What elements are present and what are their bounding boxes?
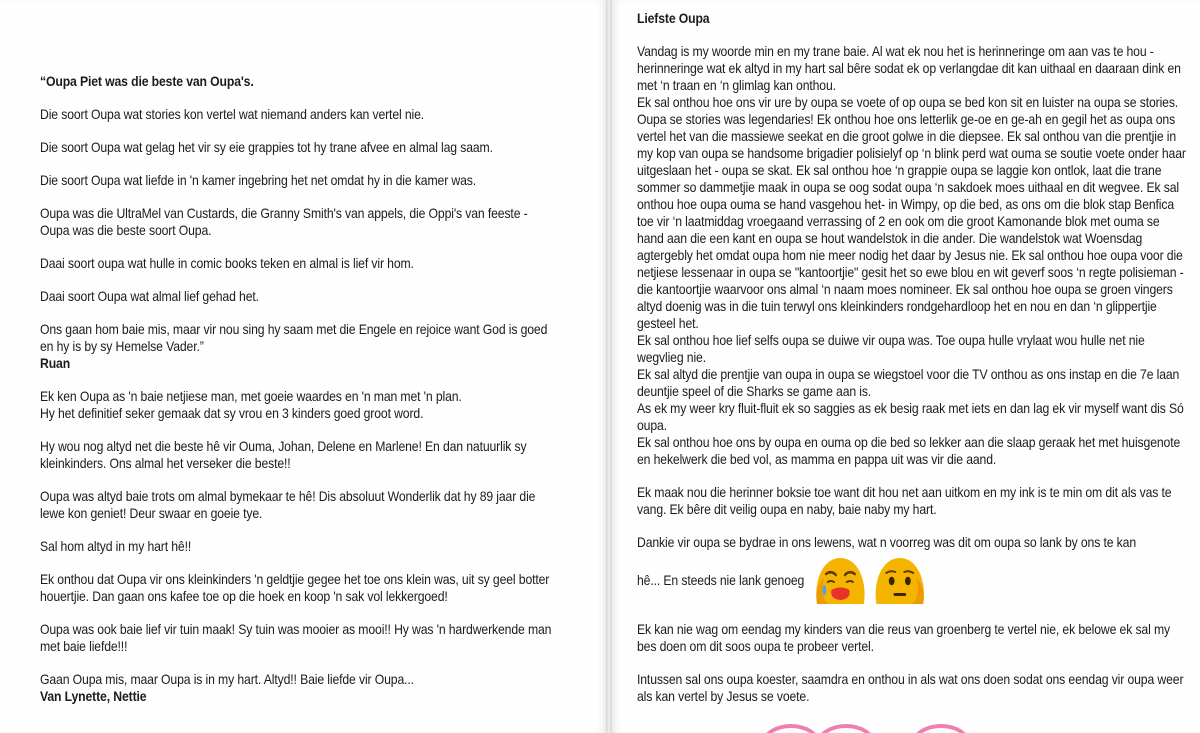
left-paragraph: Die soort Oupa wat stories kon vertel wat niemand anders kan vertel nie. bbox=[40, 107, 425, 122]
right-page bbox=[612, 0, 1200, 733]
left-paragraph: Daai soort Oupa wat almal lief gehad het. bbox=[40, 289, 259, 304]
emoji-line-text: hê... En steeds nie lank genoeg bbox=[637, 572, 805, 588]
left-heading: “Oupa Piet was die beste van Oupa's. bbox=[40, 74, 254, 89]
left-paragraph: Die soort Oupa wat liefde in 'n kamer ingebring het net omdat hy in die kamer was. bbox=[40, 173, 477, 188]
left-paragraph: Daai soort oupa wat hulle in comic books teken en almal is lief vir hom. bbox=[40, 256, 414, 271]
pink-heart-decoration-icon bbox=[912, 724, 970, 733]
left-paragraph: Oupa was die UltraMel van Custards, die Granny Smith's van appels, die Oppi's van feeste - Oupa was die beste soort Oupa. bbox=[40, 206, 528, 238]
left-paragraph: Oupa was ook baie lief vir tuin maak! Sy tuin was mooier as mooi!! Hy was 'n hardwerkende man met baie liefde!!! bbox=[40, 622, 552, 654]
left-paragraph: Ons gaan hom baie mis, maar vir nou sing hy saam met die Engele en rejoice want God is goed en hy is by sy Hemelse Vader.” bbox=[40, 322, 548, 354]
signature-lynette-nettie: Van Lynette, Nettie bbox=[40, 689, 147, 704]
thanks-paragraph: Dankie vir oupa se bydrae in ons lewens, wat n voorreg was dit om oupa so lank by ons te kan bbox=[637, 535, 1136, 550]
crying-face-emoji-icon bbox=[811, 552, 869, 608]
left-paragraph: Sal hom altyd in my hart hê!! bbox=[40, 539, 192, 554]
memories-text: Vandag is my woorde min en my trane baie. Al wat ek nou het is herinneringe om aan vas te hou - herinneringe wat ek altyd in my hart sal bêre sodat ek op verlangdae dit kan uithaal en daaraan dink en met ‘n traan en ‘n glimlag kan onthou. Ek sal onthou hoe ons vir ure by oupa se voete of op oupa se bed kon sit en luister na oupa se stories. Oupa se stories was legendaries! Ek onthou hoe ons letterlik ge-oe en ge-ah en gegil het as oupa ons vertel het van die massiewe seekat en die groot golwe in die diepsee. Ek sal onthou van die prentjie in my kop van oupa se handsome brigadier polisielyf op ‘n blink perd wat ouma se soutie voete onder haar uitgeslaan het - oupa se skat. Ek sal onthou hoe ‘n grappie oupa se laggie kon ontlok, laat die trane sommer so dammetjie maak in oupa se oog sodat oupa ‘n sakdoek moes uithaal en dit wegvee. Ek sal onthou hoe oupa ouma se hand vasgehou het- in Wimpy, op die bed, as ons om die blok stap Benfica toe vir ‘n laatmiddag vroegaand verrassing of 2 en ook om die groot Kamonande blok met ouma se hand aan die een kant en oupa se hout wandelstok in die ander. Die wandelstok wat Woensdag agtergebly het omdat oupa hom nie meer nodig het daar by Jesus nie. Ek sal onthou hoe oupa voor die netjiese lessenaar in oupa se "kantoortjie" gesit het so ewe blou en wit geverf soos ‘n regte polisieman - die kantoortjie waarvoor ons almal ‘n naam moes nomineer. Ek sal onthou hoe oupa se groen vingers altyd doenig was in die tuin terwyl ons kleinkinders rondgehardloop het en nou en dan ‘n glippertjie gesteel het. Ek sal onthou hoe lief selfs oupa se duiwe vir oupa was. Toe oupa hulle vrylaat wou hulle net nie wegvlieg nie. Ek sal altyd die prentjie van oupa in oupa se wiegstoel voor die TV onthou as ons instap en die 7e laan deuntjie speel of die Sharks se game aan is. As ek my weer kry fluit-fluit ek so saggies as ek besig raak met iets en dan lag ek vir myself want dis Só oupa. Ek sal onthou hoe ons by oupa en ouma op die bed so lekker aan die slaap geraak het met huisgenote en hekelwerk die bed vol, as mamma en pappa uit was vir die aand. bbox=[637, 44, 1186, 467]
right-heading: Liefste Oupa bbox=[637, 11, 710, 26]
left-paragraph: Oupa was altyd baie trots om almal bymekaar te hê! Dis absoluut Wonderlik dat hy 89 jaar die lewe kon geniet! Deur swaar en goeie tye. bbox=[40, 489, 536, 521]
left-paragraph: Gaan Oupa mis, maar Oupa is in my hart. Altyd!! Baie liefde vir Oupa... bbox=[40, 672, 414, 687]
pink-heart-decoration-icon bbox=[817, 724, 875, 733]
final-paragraph: Intussen sal ons oupa koester, saamdra en onthou in als wat ons doen sodat ons eendag vir oupa weer als kan vertel by Jesus se voete. bbox=[637, 672, 1184, 704]
left-paragraph: Ek onthou dat Oupa vir ons kleinkinders 'n geldtjie gegee het toe ons klein was, uit sy geel botter houertjie. Dan gaan ons kafee toe op die hoek en koop 'n sak vol lekkergoed! bbox=[40, 572, 550, 604]
future-paragraph: Ek kan nie wag om eendag my kinders van die reus van groenberg te vertel nie, ek belowe ek sal my bes doen om dit soos oupa te probeer vertel. bbox=[637, 622, 1170, 654]
left-page-text bbox=[40, 73, 558, 705]
pink-heart-decoration-icon bbox=[762, 724, 820, 733]
closing-paragraph: Ek maak nou die herinner boksie toe want dit hou net aan uitkom en my ink is te min om dit als vas te vang. Ek bêre dit veilig oupa en naby, baie naby my hart. bbox=[637, 485, 1172, 517]
worried-face-emoji-icon bbox=[871, 552, 929, 608]
left-paragraph: Ek ken Oupa as 'n baie netjiese man, met goeie waardes en 'n man met 'n plan. Hy het definitief seker gemaak dat sy vrou en 3 kinders goed groot word. bbox=[40, 389, 462, 421]
signature-ruan: Ruan bbox=[40, 356, 71, 371]
emoji-line bbox=[637, 551, 1188, 609]
right-page-text bbox=[637, 10, 1188, 705]
left-paragraph: Die soort Oupa wat gelag het vir sy eie grappies tot hy trane afvee en almal lag saam. bbox=[40, 140, 493, 155]
left-paragraph: Hy wou nog altyd net die beste hê vir Ouma, Johan, Delene en Marlene! En dan natuurlik sy kleinkinders. Ons almal het verseker die beste!! bbox=[40, 439, 527, 471]
